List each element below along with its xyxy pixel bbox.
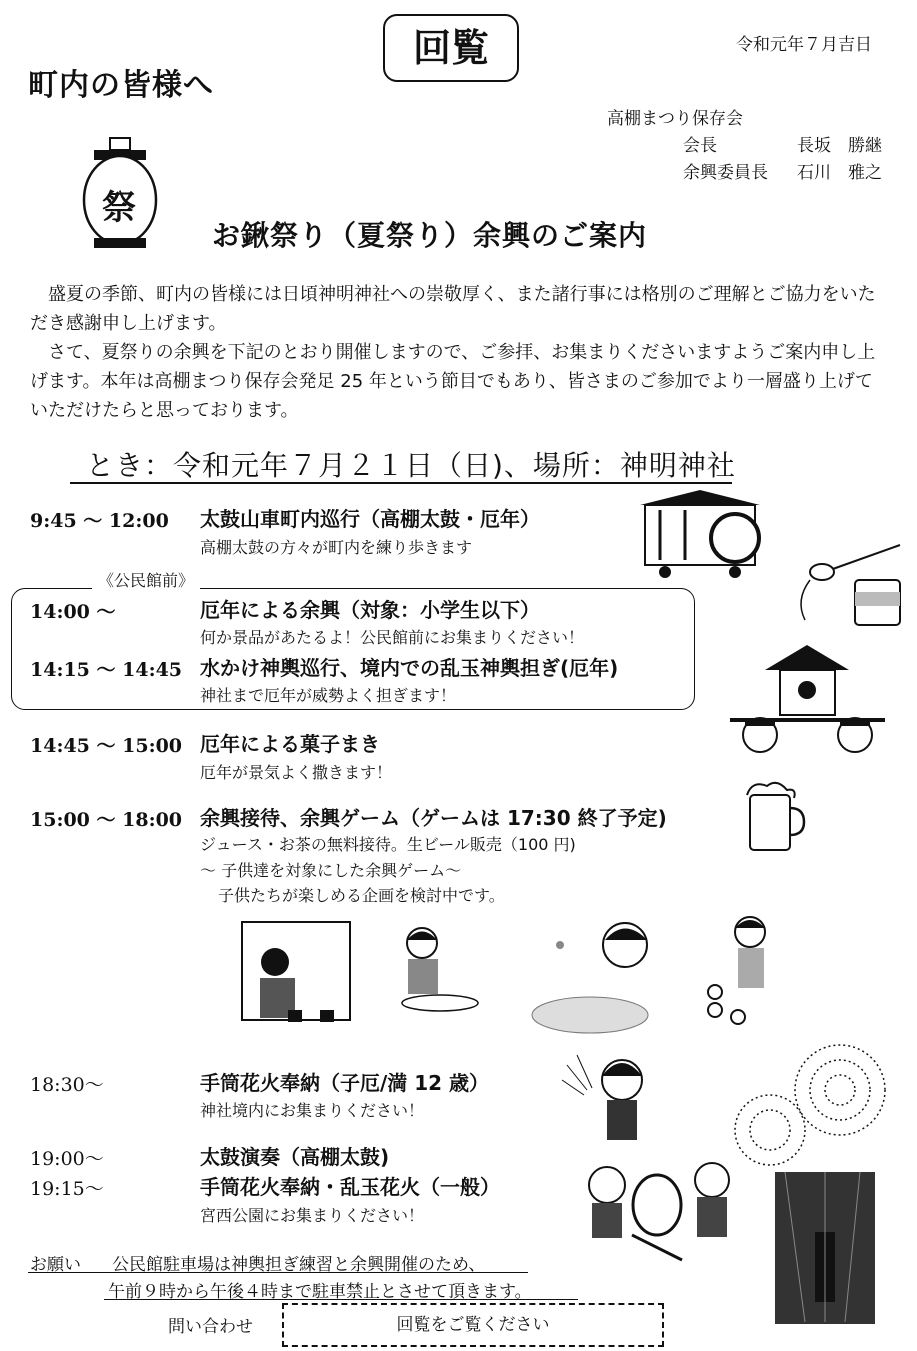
- water-ladle-icon: [790, 540, 905, 630]
- schedule-desc: 神社境内にお集まりください！: [200, 1101, 425, 1120]
- schedule-desc: ジュース・お茶の無料接待。生ビール販売（100 円): [200, 835, 576, 854]
- notice-underline: [104, 1299, 578, 1300]
- schedule-time: 9:45 ～ 12:00: [30, 510, 169, 532]
- schedule-event: 手筒花火奉納・乱玉花火（一般）: [200, 1175, 500, 1199]
- child-ring-toss-illustration: [700, 912, 785, 1032]
- schedule-time: 15:00 ～ 18:00: [30, 809, 183, 831]
- organizer-person-committee: 石川 雅之: [797, 163, 882, 183]
- schedule-desc: 神社まで厄年が威勢よく担ぎます！: [200, 686, 457, 705]
- lantern-character: 祭: [102, 188, 136, 228]
- mikoshi-illustration: [725, 630, 890, 760]
- contact-value: 回覧をご覧ください: [282, 1303, 664, 1347]
- schedule-time: 18:30～: [30, 1074, 104, 1096]
- schedule-event: 太鼓演奏（高棚太鼓): [200, 1145, 390, 1169]
- intro-paragraph: 盛夏の季節、町内の皆様には日頃神明神社への崇敬厚く、また諸行事には格別のご理解とご協力をいただき感謝申し上げます。: [30, 284, 876, 334]
- schedule-event: 太鼓山車町内巡行（高棚太鼓・厄年）: [200, 507, 540, 531]
- handheld-firework-kid-illustration: [562, 1050, 662, 1150]
- when-underline: [70, 482, 732, 484]
- issue-date: 令和元年７月吉日: [736, 35, 872, 55]
- schedule-event: 水かけ神輿巡行、境内での乱玉神輿担ぎ(厄年): [200, 656, 619, 680]
- schedule-desc: 高棚太鼓の方々が町内を練り歩きます: [200, 538, 473, 557]
- notice-text-line2: 午前９時から午後４時まで駐車禁止とさせて頂きます。: [108, 1282, 532, 1302]
- schedule-event: 余興接待、余興ゲーム（ゲームは 17:30 終了予定): [200, 806, 667, 830]
- schedule-event: 厄年による菓子まき: [200, 732, 380, 756]
- notice-text-line1: 公民館駐車場は神輿担ぎ練習と余興開催のため、: [112, 1255, 486, 1275]
- kairan-badge: 回覧: [383, 14, 519, 82]
- taiko-drummers-illustration: [572, 1155, 747, 1265]
- schedule-desc: 宮西公園にお集まりください！: [200, 1206, 425, 1225]
- schedule-event: 手筒花火奉納（子厄/満 12 歳）: [200, 1071, 490, 1095]
- intro-paragraph: さて、夏祭りの余興を下記のとおり開催しますので、ご参拝、お集まりくださいますようご案内申し上げます。本年は高棚まつり保存会発足 25 年という節目でもあり、皆さまのご参加でより一層盛り上げていただけたらと思っております。: [30, 342, 876, 421]
- event-title: お鍬祭り（夏祭り）余興のご案内: [212, 219, 648, 252]
- schedule-desc: 厄年が景気よく撒きます！: [200, 763, 393, 782]
- organizer-role-chair: 会長: [683, 136, 717, 156]
- when-where: とき：令和元年７月２１日（日)、場所：神明神社: [86, 449, 736, 482]
- schedule-time: 14:00 ～: [30, 601, 116, 623]
- notice-label: お願い: [30, 1255, 81, 1275]
- schedule-time: 14:45 ～ 15:00: [30, 735, 183, 757]
- contact-label: 問い合わせ: [168, 1317, 253, 1337]
- schedule-desc-sub: 子供たちが楽しめる企画を検討中です。: [218, 886, 505, 905]
- organizer-name: 高棚まつり保存会: [607, 109, 743, 129]
- organizer-role-committee: 余興委員長: [683, 163, 768, 183]
- schedule-time: 19:15～: [30, 1178, 104, 1200]
- taiko-float-illustration: [640, 490, 765, 580]
- child-game-illustration: [400, 925, 485, 1025]
- firework-photo-illustration: [775, 1172, 875, 1324]
- to-residents-heading: 町内の皆様へ: [28, 68, 214, 103]
- organizer-person-chair: 長坂 勝継: [797, 136, 882, 156]
- schedule-time: 14:15 ～ 14:45: [30, 659, 183, 681]
- beer-mug-icon: [742, 780, 807, 855]
- schedule-desc: 何か景品があたるよ！公民館前にお集まりください！: [200, 628, 585, 647]
- kominkan-label: 《公民館前》: [92, 568, 200, 591]
- lantern-illustration: [80, 138, 160, 258]
- notice-underline: [28, 1272, 528, 1273]
- fireworks-burst-illustration: [730, 1035, 900, 1175]
- intro-text: [30, 280, 890, 425]
- schedule-time: 19:00～: [30, 1148, 104, 1170]
- child-sweets-illustration: [530, 915, 655, 1035]
- schedule-desc-sub: ～ 子供達を対象にした余興ゲーム～: [200, 861, 462, 880]
- kids-game-illustration: [240, 920, 355, 1030]
- schedule-event: 厄年による余興（対象：小学生以下）: [200, 598, 540, 622]
